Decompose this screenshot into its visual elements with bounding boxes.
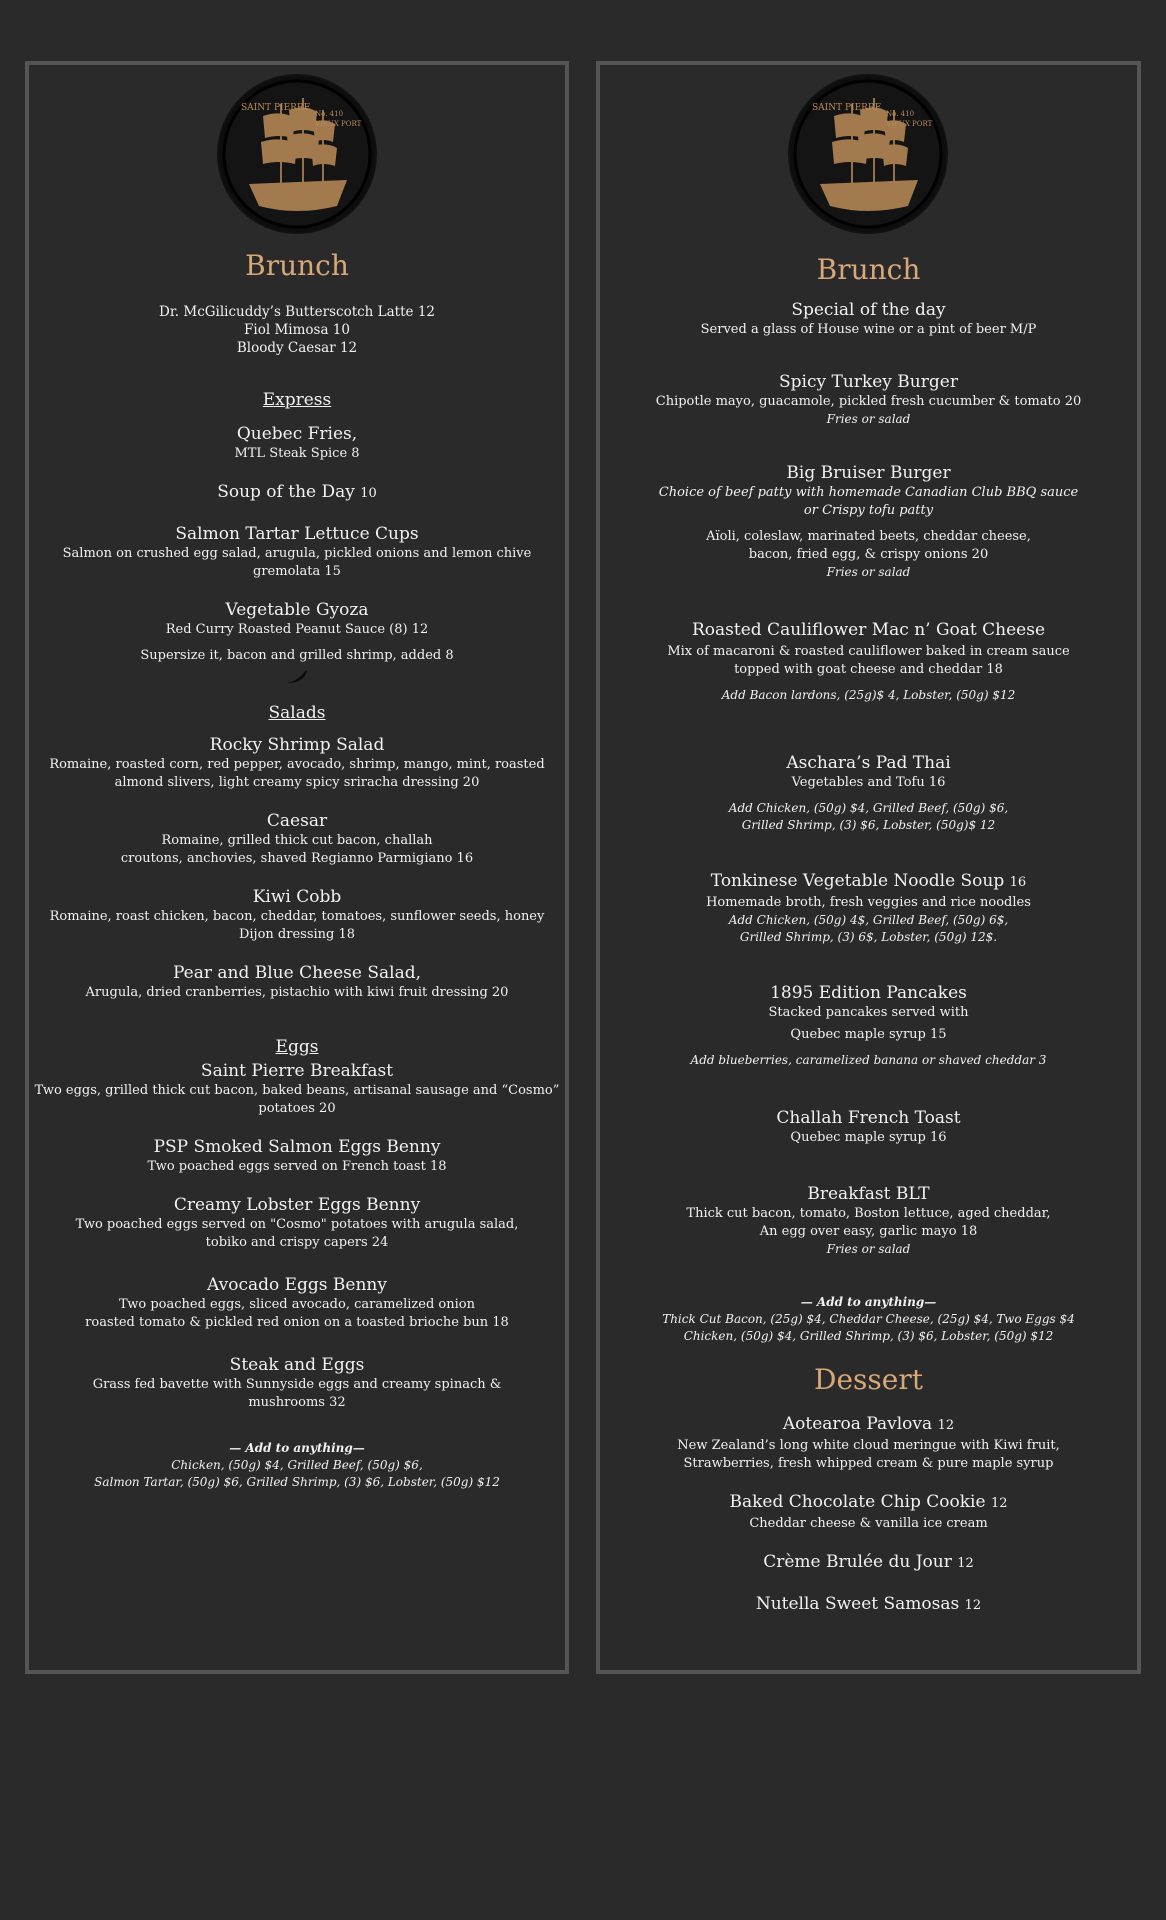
menu-item: [29, 523, 565, 581]
item-name-text: Soup of the Day: [217, 482, 355, 502]
menu-item: [29, 1060, 565, 1118]
item-name: Kiwi Cobb: [252, 887, 342, 907]
item-name: Quebec Fries,: [236, 424, 358, 444]
item-desc: almond slivers, light creamy spicy sriracha dressing 20: [114, 775, 480, 790]
logo-right: VIEUX PORT: [886, 120, 933, 128]
item-desc: Homemade broth, fresh veggies and rice noodles: [706, 895, 1031, 910]
menu-item: [600, 1413, 1137, 1473]
menu-item: [29, 1354, 565, 1412]
item-desc: Stacked pancakes served with: [768, 1005, 969, 1020]
item-addon: Grilled Shrimp, (3) 6$, Lobster, (50g) 12$.: [739, 930, 998, 944]
item-name: Breakfast BLT: [807, 1184, 930, 1204]
item-desc: Thick cut bacon, tomato, Boston lettuce, aged cheddar,: [686, 1206, 1051, 1221]
item-desc: topped with goat cheese and cheddar 18: [734, 662, 1003, 677]
menu-panel-right: [596, 61, 1141, 1674]
ship-logo: [219, 76, 375, 232]
item-desc: Romaine, roasted corn, red pepper, avocado, shrimp, mango, mint, roasted: [49, 757, 545, 772]
item-desc: Aïoli, coleslaw, marinated beets, cheddar cheese,: [706, 529, 1031, 544]
item-name-text: Nutella Sweet Samosas: [755, 1594, 960, 1614]
logo-name: SAINT PIERRE: [812, 103, 882, 113]
item-name: [600, 1551, 1137, 1575]
menu-item: [29, 1194, 565, 1252]
drink-item: Bloody Caesar 12: [236, 340, 358, 356]
menu-item: [600, 619, 1137, 704]
item-name: [600, 870, 1137, 894]
item-name: 1895 Edition Pancakes: [770, 983, 967, 1003]
addons-line: Salmon Tartar, (50g) $6, Grilled Shrimp, (3) $6, Lobster, (50g) $12: [94, 1475, 500, 1489]
item-price: 12: [957, 1556, 974, 1571]
item-price: 10: [360, 486, 377, 501]
item-price: 12: [990, 1496, 1008, 1511]
addons-line: Chicken, (50g) $4, Grilled Shrimp, (3) $6, Lobster, (50g) $12: [683, 1329, 1054, 1343]
item-desc: Two poached eggs, sliced avocado, caramelized onion: [119, 1297, 475, 1312]
item-note: Fries or salad: [826, 412, 911, 426]
ship-logo: [790, 76, 946, 232]
item-price: 12: [937, 1418, 955, 1433]
item-addon: Add Chicken, (50g) 4$, Grilled Beef, (50g) 6$,: [728, 913, 1009, 927]
menu-item: [29, 734, 565, 792]
menu-item: [600, 371, 1137, 428]
item-desc: Two poached eggs served on "Cosmo" potatoes with arugula salad,: [75, 1217, 519, 1232]
item-desc: Grass fed bavette with Sunnyside eggs and creamy spinach &: [92, 1377, 502, 1392]
menu-item: [29, 886, 565, 944]
menu-item: [600, 462, 1137, 581]
item-name: [29, 481, 565, 505]
item-desc: Quebec maple syrup 15: [790, 1027, 947, 1042]
item-addon: Add Chicken, (50g) $4, Grilled Beef, (50g) $6,: [728, 801, 1009, 815]
item-desc: Served a glass of House wine or a pint of beer M/P: [700, 322, 1037, 337]
menu-item: [600, 1107, 1137, 1147]
item-name: Challah French Toast: [776, 1108, 961, 1128]
drinks-list: [29, 303, 565, 357]
item-addon: Add Bacon lardons, (25g)$ 4, Lobster, (50g) $12: [721, 688, 1016, 702]
item-choice: or Crispy tofu patty: [803, 503, 934, 518]
item-desc: Two eggs, grilled thick cut bacon, baked beans, artisanal sausage and “Cosmo”: [34, 1083, 560, 1098]
express-heading: Express: [262, 390, 332, 410]
addons-block: [600, 1294, 1137, 1345]
menu-item: [600, 1491, 1137, 1533]
eggs-heading: Eggs: [275, 1037, 319, 1057]
menu-panel-left: [25, 61, 569, 1674]
menu-item: [29, 599, 565, 639]
item-desc: croutons, anchovies, shaved Regianno Parmigiano 16: [120, 851, 474, 866]
item-name: Saint Pierre Breakfast: [200, 1061, 394, 1081]
item-desc: Mix of macaroni & roasted cauliflower baked in cream sauce: [667, 644, 1070, 659]
addons-line: Thick Cut Bacon, (25g) $4, Cheddar Cheese, (25g) $4, Two Eggs $4: [662, 1312, 1075, 1326]
salads-heading: Salads: [268, 703, 326, 723]
item-desc: mushrooms 32: [248, 1395, 346, 1410]
item-desc: Romaine, grilled thick cut bacon, challah: [161, 833, 433, 848]
item-desc: Strawberries, fresh whipped cream & pure maple syrup: [683, 1456, 1054, 1471]
item-desc: roasted tomato & pickled red onion on a toasted brioche bun 18: [85, 1315, 509, 1330]
item-name: Vegetable Gyoza: [225, 600, 369, 620]
item-name-text: Tonkinese Vegetable Noodle Soup: [710, 871, 1005, 891]
menu-item: [29, 481, 565, 505]
item-desc: New Zealand’s long white cloud meringue with Kiwi fruit,: [677, 1438, 1060, 1453]
menu-item: [600, 752, 1137, 834]
item-desc: Arugula, dried cranberries, pistachio with kiwi fruit dressing 20: [85, 985, 509, 1000]
item-desc: Dijon dressing 18: [238, 927, 356, 942]
item-name: Big Bruiser Burger: [786, 463, 951, 483]
item-name: Special of the day: [791, 300, 946, 320]
menu-item: [600, 299, 1137, 339]
left-menu: [29, 249, 565, 1491]
item-desc: potatoes 20: [258, 1101, 336, 1116]
chili-pepper-icon: [285, 668, 309, 686]
item-desc: tobiko and crispy capers 24: [205, 1235, 389, 1250]
item-desc: Quebec maple syrup 16: [790, 1130, 947, 1145]
menu-item: [29, 423, 565, 463]
item-name: Steak and Eggs: [229, 1355, 365, 1375]
item-addon: Grilled Shrimp, (3) $6, Lobster, (50g)$ 12: [741, 818, 996, 832]
logo-sub: No. 410: [886, 110, 915, 118]
menu-item: [29, 1274, 565, 1332]
addons-heading: — Add to anything—: [800, 1295, 937, 1309]
dessert-title: Dessert: [814, 1363, 923, 1396]
item-name: Spicy Turkey Burger: [779, 372, 958, 392]
item-desc: Vegetables and Tofu 16: [791, 775, 946, 790]
item-note: Fries or salad: [826, 565, 911, 579]
ship-icon: [790, 76, 946, 232]
item-desc: An egg over easy, garlic mayo 18: [759, 1224, 978, 1239]
item-desc: Romaine, roast chicken, bacon, cheddar, tomatoes, sunflower seeds, honey: [49, 909, 545, 924]
item-name: Pear and Blue Cheese Salad,: [172, 963, 422, 983]
item-name: Avocado Eggs Benny: [207, 1275, 387, 1295]
drink-item: Fiol Mimosa 10: [244, 322, 350, 338]
logo-sub: No. 410: [315, 110, 344, 118]
brunch-title: Brunch: [816, 253, 921, 286]
addons-heading: — Add to anything—: [229, 1441, 365, 1455]
item-choice: Choice of beef patty with homemade Canadian Club BBQ sauce: [658, 485, 1079, 500]
logo-name: SAINT PIERRE: [241, 103, 311, 113]
menu-item: [600, 982, 1137, 1069]
menu-item: [29, 810, 565, 868]
menu-item: [600, 1183, 1137, 1258]
brunch-title: Brunch: [245, 249, 349, 282]
item-desc: gremolata 15: [253, 564, 341, 579]
item-desc: Cheddar cheese & vanilla ice cream: [749, 1516, 988, 1531]
item-note: Fries or salad: [826, 1242, 911, 1256]
item-name: Salmon Tartar Lettuce Cups: [175, 524, 419, 544]
drink-item: Dr. McGilicuddy’s Butterscotch Latte 12: [159, 304, 435, 320]
ship-icon: [219, 76, 375, 232]
supersize-note: Supersize it, bacon and grilled shrimp, added 8: [140, 648, 454, 663]
logo-right: VIEUX PORT: [315, 120, 362, 128]
menu-item: [600, 870, 1137, 946]
item-desc: Two poached eggs served on French toast 18: [147, 1159, 447, 1174]
item-name-text: Aotearoa Pavlova: [782, 1414, 933, 1434]
menu-item: [29, 1136, 565, 1176]
item-price: 12: [964, 1598, 982, 1613]
item-desc: bacon, fried egg, & crispy onions 20: [748, 547, 989, 562]
item-name: PSP Smoked Salmon Eggs Benny: [153, 1137, 441, 1157]
item-name: Rocky Shrimp Salad: [209, 735, 385, 755]
item-desc: Chipotle mayo, guacamole, pickled fresh cucumber & tomato 20: [655, 394, 1082, 409]
item-desc: Red Curry Roasted Peanut Sauce (8) 12: [165, 622, 429, 637]
item-name-text: Crème Brulée du Jour: [763, 1552, 952, 1572]
item-name: Aschara’s Pad Thai: [786, 753, 951, 773]
menu-item: [600, 1551, 1137, 1575]
item-name: [600, 1413, 1137, 1437]
item-price: 16: [1009, 875, 1027, 890]
item-addon: Add blueberries, caramelized banana or shaved cheddar 3: [690, 1053, 1047, 1067]
item-desc: Salmon on crushed egg salad, arugula, pickled onions and lemon chive: [62, 546, 532, 561]
menu-item: [29, 962, 565, 1002]
item-name: Caesar: [266, 811, 328, 831]
item-desc: MTL Steak Spice 8: [234, 446, 360, 461]
menu-item: [600, 1593, 1137, 1617]
item-name: Creamy Lobster Eggs Benny: [173, 1195, 421, 1215]
item-name-text: Baked Chocolate Chip Cookie: [729, 1492, 986, 1512]
right-menu: [600, 253, 1137, 1617]
item-name: [600, 1593, 1137, 1617]
item-name: Roasted Cauliflower Mac n’ Goat Cheese: [691, 620, 1046, 640]
item-name: [600, 1491, 1137, 1515]
addons-block: [29, 1440, 565, 1491]
addons-line: Chicken, (50g) $4, Grilled Beef, (50g) $6,: [171, 1458, 423, 1472]
